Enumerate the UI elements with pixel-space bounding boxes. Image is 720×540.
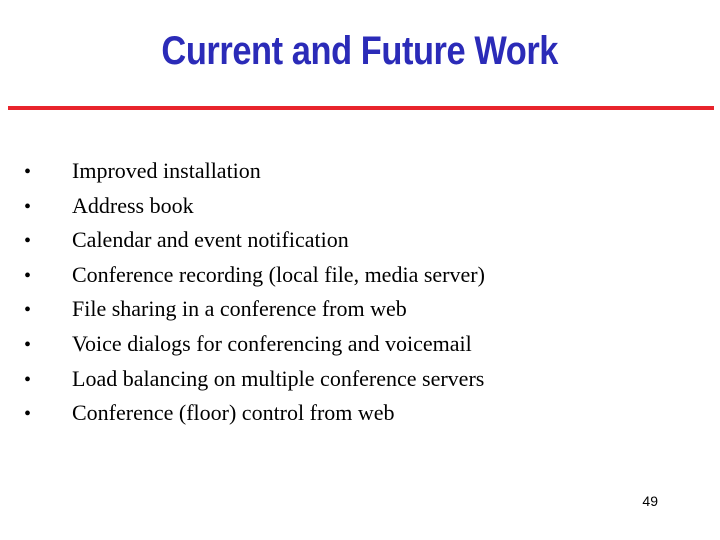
page-number: 49 — [642, 493, 658, 509]
bullet-list — [22, 158, 485, 435]
list-item — [22, 262, 485, 297]
list-item — [22, 193, 485, 228]
title-divider — [8, 106, 714, 110]
bullet-icon: • — [24, 368, 32, 391]
list-item — [22, 400, 485, 435]
list-item — [22, 296, 485, 331]
list-item — [22, 158, 485, 193]
bullet-icon: • — [24, 230, 32, 253]
list-item-text: Improved installation — [72, 158, 261, 183]
list-item-text: Address book — [72, 192, 194, 218]
list-item-text: Conference (floor) control from web — [72, 400, 395, 426]
list-item-text: File sharing in a conference from web — [72, 296, 407, 322]
list-item-text: Load balancing on multiple conference servers — [72, 365, 485, 391]
bullet-icon: • — [24, 403, 32, 426]
list-item — [22, 366, 485, 401]
list-item-text: Voice dialogs for conferencing and voicemail — [72, 330, 472, 356]
bullet-icon: • — [24, 333, 32, 356]
bullet-icon: • — [24, 161, 32, 183]
list-item-text: Calendar and event notification — [72, 227, 349, 253]
list-item — [22, 227, 485, 262]
list-item-text: Conference recording (local file, media server) — [72, 261, 485, 287]
bullet-icon: • — [24, 299, 32, 322]
bullet-icon: • — [24, 195, 32, 218]
bullet-icon: • — [24, 264, 32, 287]
list-item — [22, 331, 485, 366]
slide-title: Current and Future Work — [161, 29, 559, 73]
